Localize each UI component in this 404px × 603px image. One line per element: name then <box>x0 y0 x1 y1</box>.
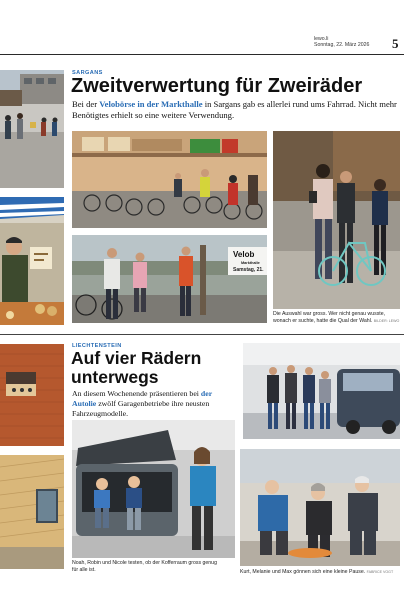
kids-in-trunk-photo <box>72 420 235 558</box>
caption-seated-text: Kurt, Melanie und Max gönnen sich eine kleine Pause. <box>240 569 366 575</box>
market-stall-photo <box>0 197 64 325</box>
sign-text-velo: Velob <box>233 250 255 259</box>
autolie-link[interactable]: der Autolie <box>72 389 213 408</box>
lead-suffix: in Sargans gab es allerlei rund ums Fahrrad. Nicht mehr Benötigtes erhielt so eine weitere Verwendung. <box>72 99 397 120</box>
caption-kids-line-2: für alle ist. <box>72 566 96 573</box>
people-at-sign-photo <box>72 235 267 323</box>
article1-lead <box>72 99 398 121</box>
market-hall-photo <box>72 131 267 228</box>
headline-line-1: Auf vier Rädern <box>71 348 202 368</box>
caption-line-2: wonach er suchte, hatte die Qual der Wahl. <box>273 317 373 324</box>
header-rule <box>0 54 404 55</box>
caption-kids-line-1: Noah, Robin und Nicole testen, ob der Kofferraum gross genug <box>72 560 217 566</box>
caption-line-1: Die Auswahl war gross. Wer nicht genau wusste, <box>273 311 386 317</box>
article2-headline <box>71 349 236 387</box>
house-facade-photo <box>0 455 64 569</box>
birdhouse-photo <box>0 344 64 446</box>
caption-kids <box>72 560 237 573</box>
headline-line-2: unterwegs <box>71 367 159 387</box>
lead-prefix: Bei der <box>72 99 100 109</box>
photo-credit: BILDER: LEWO <box>373 318 400 323</box>
group-at-autolie-photo <box>243 343 400 439</box>
article1-kicker: SARGANS <box>72 70 103 76</box>
photo-caption-bikes <box>273 311 400 324</box>
couple-with-bike-photo <box>273 131 400 309</box>
market-street-photo <box>0 70 64 188</box>
velo-boerse-link[interactable]: Velobörse in der Markthalle <box>99 99 203 109</box>
caption-seated-credit: FABRICE VOGT <box>366 570 394 574</box>
seated-group-photo <box>240 449 400 566</box>
caption-seated <box>240 569 400 576</box>
issue-date: Sonntag, 22. März 2026 <box>314 42 370 48</box>
body-prefix: An diesem Wochenende präsentieren bei <box>72 389 201 398</box>
body-suffix: zwölf Garagenbetriebe ihre neusten Fahrzeugmodelle. <box>72 399 210 418</box>
sign-text-date: Samstag, 21. <box>233 267 264 273</box>
article2-kicker: LIECHTENSTEIN <box>72 343 122 349</box>
article2-body <box>72 389 237 419</box>
sign-text-markthalle: Markthalle <box>241 261 260 265</box>
page-number: 5 <box>392 36 399 51</box>
article-separator <box>0 334 404 335</box>
article1-headline: Zweitverwertung für Zweiräder <box>71 75 363 97</box>
publication-name: lewo.li <box>314 36 329 42</box>
